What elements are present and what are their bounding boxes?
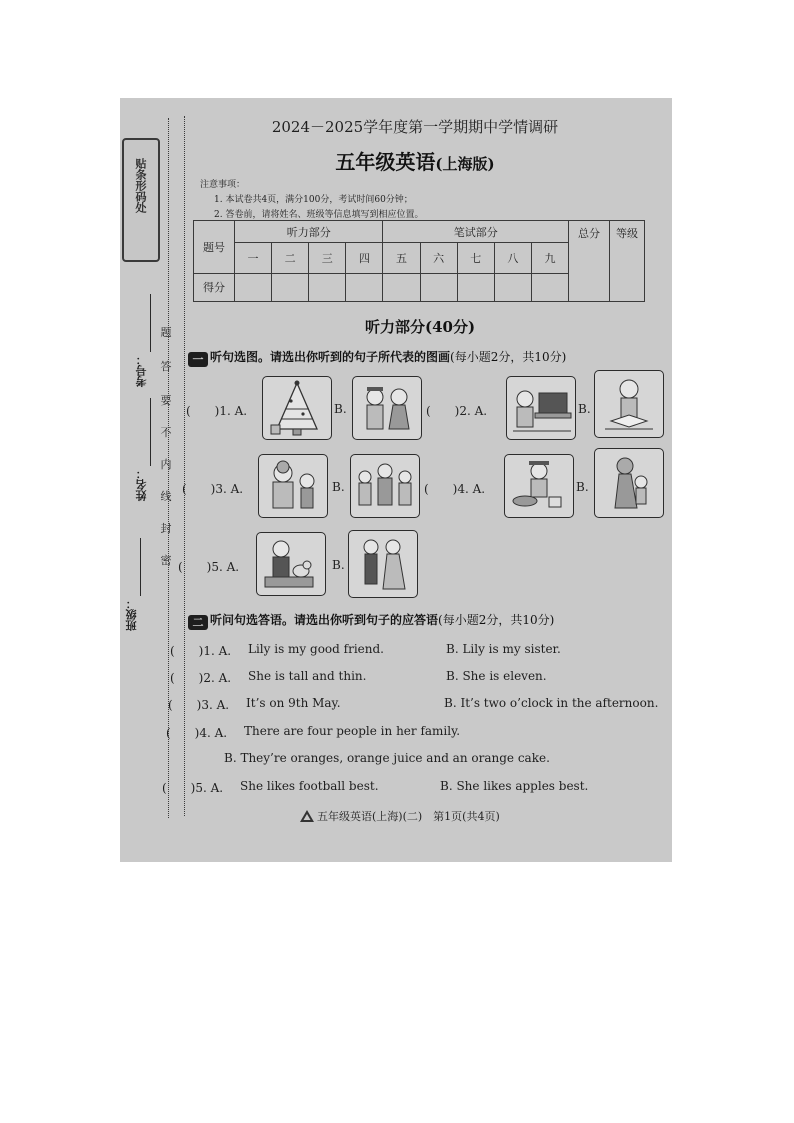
score-table bbox=[193, 220, 645, 302]
score-cell[interactable] bbox=[457, 273, 494, 301]
seal-char: 题 bbox=[160, 326, 172, 339]
page-footer bbox=[300, 808, 500, 825]
family-group-picture[interactable] bbox=[350, 454, 420, 518]
written-header: 笔试部分 bbox=[383, 221, 569, 243]
notes bbox=[200, 178, 423, 223]
option-b-label: B. bbox=[332, 558, 345, 572]
part2-item-label[interactable]: ( )3. A. bbox=[168, 698, 230, 712]
notes-title: 注意事项： bbox=[200, 180, 246, 190]
part2-instruction: 听问句选答语。请选出你听到句子的应答语 bbox=[210, 613, 439, 627]
score-cell[interactable] bbox=[272, 273, 309, 301]
grandpa-dog-picture[interactable] bbox=[256, 532, 326, 596]
christmas-tree-picture[interactable] bbox=[262, 376, 332, 440]
note-item: 1. 本试卷共4页，满分100分，考试时间60分钟； bbox=[214, 195, 413, 205]
option-b-text: B. She likes apples best. bbox=[440, 779, 589, 793]
part1-points: (每小题2分，共10分) bbox=[450, 350, 567, 364]
score-cell[interactable] bbox=[309, 273, 346, 301]
note-item: 2. 答卷前，请将姓名、班级等信息填写到相应位置。 bbox=[214, 210, 424, 220]
publisher-logo-icon bbox=[300, 810, 314, 825]
part-header: 八 bbox=[494, 243, 531, 273]
part2-item-label[interactable]: ( )5. A. bbox=[162, 781, 224, 795]
seal-char: 线 bbox=[160, 490, 172, 503]
part-header: 一 bbox=[235, 243, 272, 273]
option-a-text: She likes football best. bbox=[240, 779, 379, 793]
option-a-text: There are four people in her family. bbox=[244, 724, 461, 738]
part-header: 六 bbox=[420, 243, 457, 273]
boy-computer-picture[interactable] bbox=[506, 376, 576, 440]
edition: (上海版) bbox=[435, 155, 495, 173]
name-blank[interactable] bbox=[150, 398, 151, 466]
part-header: 三 bbox=[309, 243, 346, 273]
part-header: 四 bbox=[346, 243, 383, 273]
listening-header: 听力部分 bbox=[235, 221, 383, 243]
option-b-text: B. They’re oranges, orange juice and an orange cake. bbox=[224, 751, 550, 765]
seal-char: 要 bbox=[160, 394, 172, 407]
part2-heading bbox=[188, 611, 554, 630]
score-row-header: 得分 bbox=[194, 273, 235, 301]
part1-item-label[interactable]: ( )1. A. bbox=[186, 404, 248, 418]
score-cell[interactable] bbox=[531, 273, 568, 301]
grandma-girl-picture[interactable] bbox=[258, 454, 328, 518]
part2-number: 二 bbox=[188, 615, 208, 630]
option-b-label: B. bbox=[578, 402, 591, 416]
grade-header: 等级 bbox=[610, 221, 645, 302]
seal-char: 不 bbox=[160, 426, 172, 439]
seal-char: 答 bbox=[160, 360, 172, 373]
footer-text: 五年级英语(上海)(二) 第1页(共4页) bbox=[317, 810, 500, 823]
subject-name: 五年级英语 bbox=[335, 150, 436, 174]
part-header: 五 bbox=[383, 243, 420, 273]
name-label: 姓名： bbox=[135, 468, 148, 501]
part-header: 七 bbox=[457, 243, 494, 273]
barcode-label: 贴条形码处 bbox=[134, 158, 147, 213]
part1-item-label[interactable]: ( )3. A. bbox=[182, 482, 244, 496]
total-header: 总分 bbox=[569, 221, 610, 302]
score-cell[interactable] bbox=[235, 273, 272, 301]
part2-item-label[interactable]: ( )1. A. bbox=[170, 644, 232, 658]
part2-points: (每小题2分，共10分) bbox=[438, 613, 555, 627]
option-a-text: Lily is my good friend. bbox=[248, 642, 384, 656]
option-b-label: B. bbox=[334, 402, 347, 416]
part1-item-label[interactable]: ( )5. A. bbox=[178, 560, 240, 574]
exam-number-label: 考号： bbox=[135, 354, 148, 387]
class-blank[interactable] bbox=[140, 538, 141, 596]
man-reading-picture[interactable] bbox=[594, 370, 664, 438]
class-label: 班级： bbox=[125, 598, 138, 631]
seal-char: 密 bbox=[160, 554, 172, 567]
man-cooking-picture[interactable] bbox=[504, 454, 574, 518]
seal-char: 内 bbox=[160, 458, 172, 471]
option-a-text: It’s on 9th May. bbox=[246, 696, 341, 710]
part1-instruction: 听句选图。请选出你听到的句子所代表的图画 bbox=[210, 350, 451, 364]
option-b-label: B. bbox=[332, 480, 345, 494]
option-b-text: B. She is eleven. bbox=[446, 669, 547, 683]
option-b-text: B. It’s two o’clock in the afternoon. bbox=[444, 696, 659, 710]
exam-subtitle bbox=[190, 146, 640, 175]
barcode-area bbox=[122, 138, 160, 262]
couple-dancing-picture[interactable] bbox=[348, 530, 418, 598]
old-couple-picture[interactable] bbox=[352, 376, 422, 440]
part-header: 二 bbox=[272, 243, 309, 273]
option-b-text: B. Lily is my sister. bbox=[446, 642, 561, 656]
listening-section-title: 听力部分(40分) bbox=[365, 318, 476, 336]
exam-title: 2024－2025学年度第一学期期中学情调研 bbox=[271, 118, 559, 136]
part1-item-label[interactable]: ( )2. A. bbox=[426, 404, 488, 418]
option-a-text: She is tall and thin. bbox=[248, 669, 367, 683]
part1-item-label[interactable]: ( )4. A. bbox=[424, 482, 486, 496]
part2-item-label[interactable]: ( )4. A. bbox=[166, 726, 228, 740]
exam-number-blank[interactable] bbox=[150, 294, 151, 352]
option-b-label: B. bbox=[576, 480, 589, 494]
seal-char: 封 bbox=[160, 522, 172, 535]
part-header: 九 bbox=[531, 243, 568, 273]
score-cell[interactable] bbox=[494, 273, 531, 301]
part2-item-label[interactable]: ( )2. A. bbox=[170, 671, 232, 685]
part1-number: 一 bbox=[188, 352, 208, 367]
score-cell[interactable] bbox=[383, 273, 420, 301]
score-cell[interactable] bbox=[420, 273, 457, 301]
exam-page bbox=[120, 98, 672, 862]
question-number-header: 题号 bbox=[194, 221, 235, 274]
part1-heading bbox=[188, 348, 566, 367]
woman-child-picture[interactable] bbox=[594, 448, 664, 518]
score-cell[interactable] bbox=[346, 273, 383, 301]
